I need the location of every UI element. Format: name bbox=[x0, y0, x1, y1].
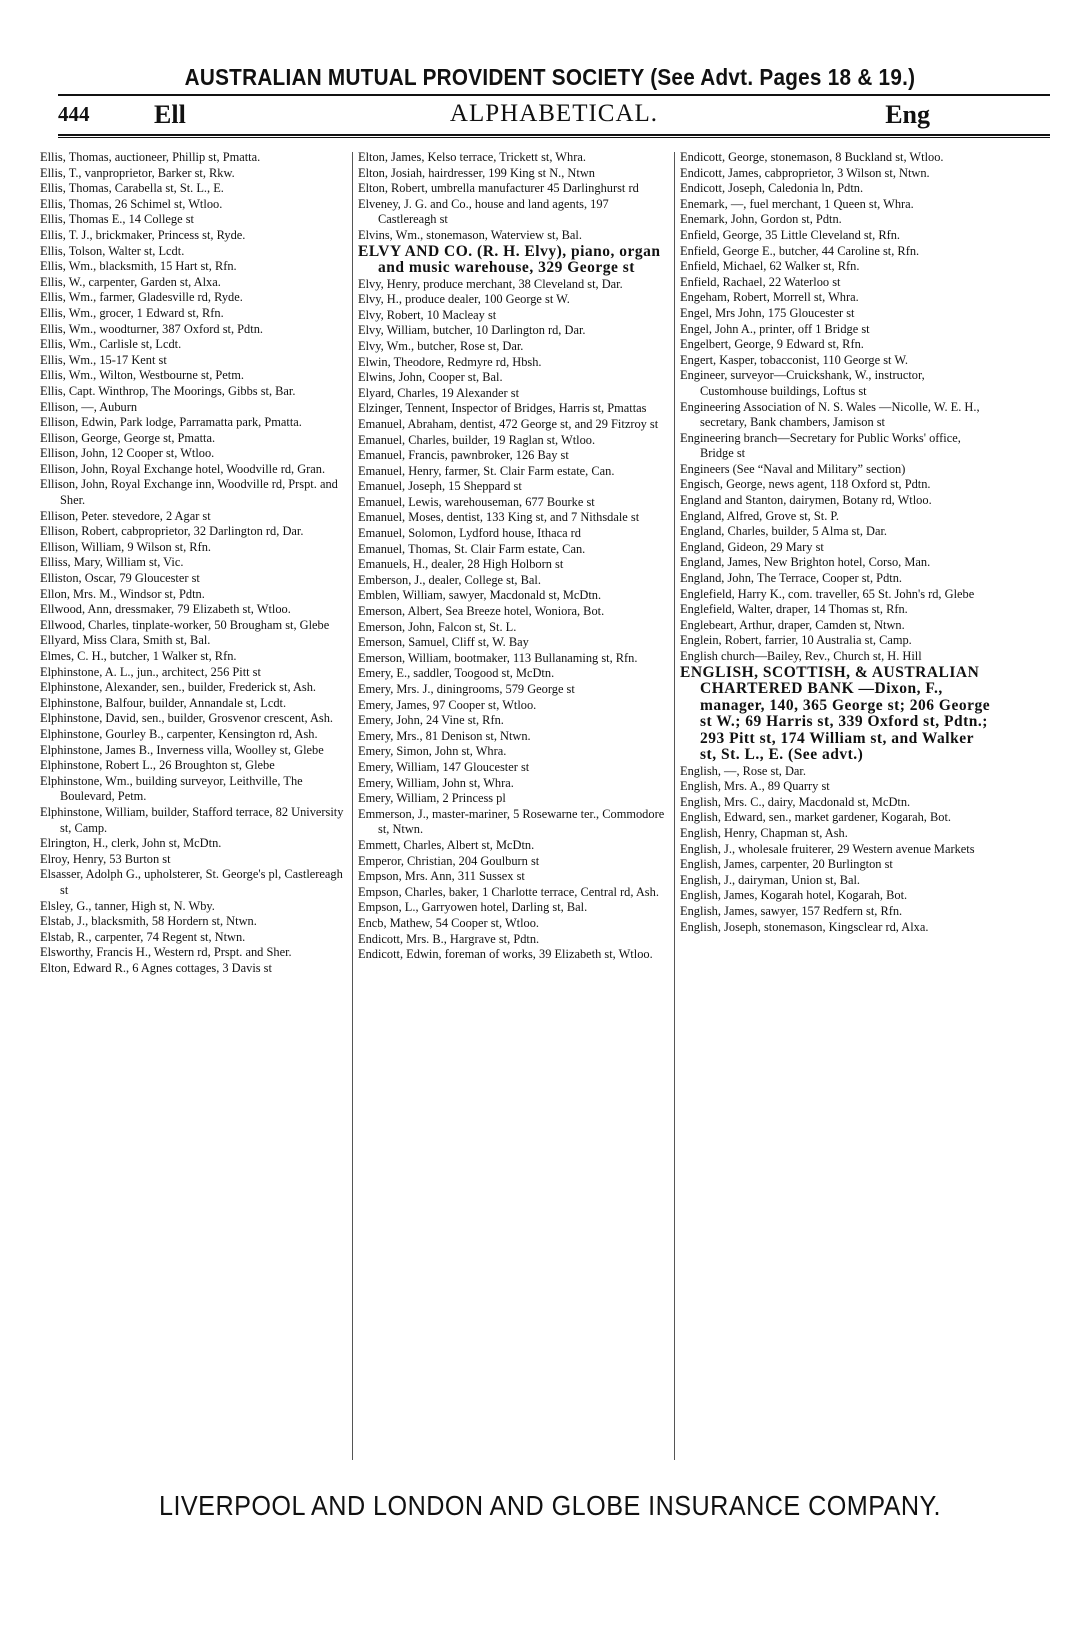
directory-entry: Enfield, Rachael, 22 Waterloo st bbox=[680, 274, 841, 289]
directory-entry: Ellis, Wm., grocer, 1 Edward st, Rfn. bbox=[40, 305, 224, 320]
directory-entry: Emanuel, Charles, builder, 19 Raglan st, Wtloo. bbox=[358, 432, 596, 447]
directory-entry: Elsasser, Adolph G., upholsterer, St. George's pl, Castlereagh st bbox=[40, 867, 343, 897]
directory-entry: England, John, The Terrace, Cooper st, Pdtn. bbox=[680, 571, 903, 586]
directory-entry: Ellis, Thomas, Carabella st, St. L., E. bbox=[40, 181, 224, 196]
directory-entry: Ellon, Mrs. M., Windsor st, Pdtn. bbox=[40, 586, 205, 601]
directory-entry: England, Charles, builder, 5 Alma st, Dar. bbox=[680, 524, 888, 539]
directory-entry: Engert, Kasper, tobacconist, 110 George st W. bbox=[680, 352, 908, 367]
directory-entry: England, James, New Brighton hotel, Corso, Man. bbox=[680, 555, 931, 570]
directory-entry: Emblen, William, sawyer, Macdonald st, McDtn. bbox=[358, 588, 602, 603]
directory-entry: Emery, William, 147 Gloucester st bbox=[358, 759, 530, 774]
directory-entry: Elrington, H., clerk, John st, McDtn. bbox=[40, 836, 222, 851]
directory-entry: Elwins, John, Cooper st, Bal. bbox=[358, 370, 503, 385]
directory-entry: Engineering branch—Secretary for Public Works' office, Bridge st bbox=[680, 430, 961, 461]
directory-entry: Elveney, J. G. and Co., house and land agents, 197 Castlereagh st bbox=[358, 196, 609, 227]
directory-entry: Ellis, T. J., brickmaker, Princess st, Ryde. bbox=[40, 227, 246, 242]
directory-entry: Elvy, Robert, 10 Macleay st bbox=[358, 307, 497, 322]
directory-entry: Emery, Mrs. J., diningrooms, 579 George st bbox=[358, 682, 575, 696]
directory-entry: Ellison, —, Auburn bbox=[40, 399, 138, 414]
directory-entry: Englebeart, Arthur, draper, Camden st, Ntwn. bbox=[680, 617, 905, 632]
directory-entry: Engineers (See “Naval and Military” section) bbox=[680, 461, 906, 476]
directory-entry: Engel, John A., printer, off 1 Bridge st bbox=[680, 321, 870, 336]
directory-entry: Engineer, surveyor—Cruickshank, W., instructor, Customhouse buildings, Loftus st bbox=[680, 368, 925, 398]
directory-entry: Endicott, James, cabproprietor, 3 Wilson st, Ntwn. bbox=[680, 165, 930, 180]
directory-entry: Ellis, W., carpenter, Garden st, Alxa. bbox=[40, 274, 221, 289]
directory-entry: English, Mrs. C., dairy, Macdonald st, McDtn. bbox=[680, 794, 911, 809]
directory-entry: Englein, Robert, farrier, 10 Australia st, Camp. bbox=[680, 633, 912, 648]
directory-entry: Elphinstone, A. L., jun., architect, 256 Pitt st bbox=[40, 664, 261, 679]
column-2 bbox=[358, 150, 670, 963]
directory-entry: Engel, Mrs John, 175 Gloucester st bbox=[680, 305, 855, 320]
directory-entry: Emery, Simon, John st, Whra. bbox=[358, 744, 507, 759]
directory-entry: Ellison, Robert, cabproprietor, 32 Darlington rd, Dar. bbox=[40, 524, 304, 539]
directory-entry: Ellison, Edwin, Park lodge, Parramatta park, Pmatta. bbox=[40, 415, 302, 430]
directory-entry: Emanuel, Solomon, Lydford house, Ithaca rd bbox=[358, 526, 581, 541]
directory-entry: Emerson, William, bootmaker, 113 Bullanaming st, Rfn. bbox=[358, 650, 638, 665]
directory-entry: Enfield, George E., butcher, 44 Caroline st, Rfn. bbox=[680, 243, 920, 258]
directory-entry: Ellison, George, George st, Pmatta. bbox=[40, 430, 216, 445]
directory-entry: Enemark, —, fuel merchant, 1 Queen st, Whra. bbox=[680, 196, 914, 211]
directory-entry: Emanuel, Henry, farmer, St. Clair Farm estate, Can. bbox=[358, 463, 615, 478]
directory-entry: Engelbert, George, 9 Edward st, Rfn. bbox=[680, 337, 864, 352]
directory-entry: Elphinstone, Gourley B., carpenter, Kensington rd, Ash. bbox=[40, 726, 318, 741]
directory-entry: Elstab, R., carpenter, 74 Regent st, Ntwn. bbox=[40, 929, 246, 944]
directory-entry: Elyard, Charles, 19 Alexander st bbox=[358, 385, 520, 400]
directory-entry: Ellis, Wm., Wilton, Westbourne st, Petm. bbox=[40, 368, 244, 383]
directory-entry: Elphinstone, Wm., building surveyor, Leithville, The Boulevard, Petm. bbox=[40, 773, 303, 804]
directory-entry: Emery, E., saddler, Toogood st, McDtn. bbox=[358, 666, 555, 681]
directory-entry: Elphinstone, William, builder, Stafford terrace, 82 University st, Camp. bbox=[40, 804, 344, 835]
directory-entry: Ellyard, Miss Clara, Smith st, Bal. bbox=[40, 633, 211, 648]
bottom-advert: LIVERPOOL AND LONDON AND GLOBE INSURANCE COMPANY. bbox=[159, 1490, 941, 1521]
directory-entry: Emmerson, J., master-mariner, 5 Rosewarne ter., Commodore st, Ntwn. bbox=[358, 806, 665, 837]
directory-entry: Elton, Robert, umbrella manufacturer 45 Darlinghurst rd bbox=[358, 181, 639, 196]
directory-entry: English, Joseph, stonemason, Kingsclear rd, Alxa. bbox=[680, 919, 929, 934]
range-from: Ell bbox=[154, 100, 186, 129]
directory-entry: Elphinstone, Alexander, sen., builder, Frederick st, Ash. bbox=[40, 680, 317, 695]
directory-entry: Elton, Edward R., 6 Agnes cottages, 3 Davis st bbox=[40, 960, 272, 975]
directory-entry: England and Stanton, dairymen, Botany rd, Wtloo. bbox=[680, 493, 932, 508]
directory-entry: Emanuel, Francis, pawnbroker, 126 Bay st bbox=[358, 448, 569, 463]
directory-entry: Elvy, H., produce dealer, 100 George st W. bbox=[358, 292, 570, 307]
directory-entry: Emerson, John, Falcon st, St. L. bbox=[358, 619, 517, 634]
directory-entry: Engineering Association of N. S. Wales —Nicolle, W. E. H., secretary, Bank chambers, Jamison st bbox=[680, 399, 980, 430]
directory-entry: ELVY AND CO. (R. H. Elvy), piano, organ and music warehouse, 329 George st bbox=[358, 242, 661, 277]
directory-entry: Engeham, Robert, Morrell st, Whra. bbox=[680, 290, 859, 305]
directory-entry: Emanuel, Joseph, 15 Sheppard st bbox=[358, 479, 522, 494]
directory-entry: Ellison, John, Royal Exchange hotel, Woodville rd, Gran. bbox=[40, 461, 326, 476]
directory-entry: English, J., wholesale fruiterer, 29 Western avenue Markets bbox=[680, 841, 975, 856]
directory-entry: Elvy, William, butcher, 10 Darlington rd, Dar. bbox=[358, 323, 586, 338]
directory-entry: Emanuels, H., dealer, 28 High Holborn st bbox=[358, 557, 564, 572]
directory-entry: Enemark, John, Gordon st, Pdtn. bbox=[680, 212, 842, 227]
directory-entry: English, James, carpenter, 20 Burlington st bbox=[680, 857, 893, 872]
directory-entry: Empson, Charles, baker, 1 Charlotte terrace, Central rd, Ash. bbox=[358, 884, 659, 899]
directory-entry: Elwin, Theodore, Redmyre rd, Hbsh. bbox=[358, 354, 542, 369]
top-rule bbox=[58, 94, 1050, 96]
column-divider-1 bbox=[352, 152, 353, 1460]
directory-entry: Endicott, George, stonemason, 8 Buckland st, Wtloo. bbox=[680, 150, 944, 164]
directory-entry: English, —, Rose st, Dar. bbox=[680, 763, 806, 778]
directory-entry: Elvins, Wm., stonemason, Waterview st, Bal. bbox=[358, 227, 582, 242]
directory-entry: Emanuel, Lewis, warehouseman, 677 Bourke st bbox=[358, 494, 595, 509]
directory-entry: Ellis, Thomas E., 14 College st bbox=[40, 212, 194, 227]
directory-entry: Elsley, G., tanner, High st, N. Wby. bbox=[40, 898, 215, 913]
directory-entry: Elphinstone, James B., Inverness villa, Woolley st, Glebe bbox=[40, 742, 324, 757]
directory-entry: Emery, William, 2 Princess pl bbox=[358, 791, 506, 806]
directory-entry: Enfield, George, 35 Little Cleveland st, Rfn. bbox=[680, 227, 901, 242]
directory-entry: Emery, William, John st, Whra. bbox=[358, 775, 514, 790]
directory-entry: Ellis, Wm., farmer, Gladesville rd, Ryde. bbox=[40, 290, 243, 305]
directory-entry: Ellwood, Ann, dressmaker, 79 Elizabeth st, Wtloo. bbox=[40, 602, 291, 617]
directory-entry: Elzinger, Tennent, Inspector of Bridges, Harris st, Pmattas bbox=[358, 401, 647, 416]
directory-entry: Elliss, Mary, William st, Vic. bbox=[40, 555, 184, 570]
directory-entry: England, Alfred, Grove st, St. P. bbox=[680, 508, 840, 523]
directory-entry: Ellis, Wm., blacksmith, 15 Hart st, Rfn. bbox=[40, 259, 237, 274]
range-to: Eng bbox=[885, 100, 930, 129]
directory-entry: Elstab, J., blacksmith, 58 Hordern st, Ntwn. bbox=[40, 914, 257, 929]
directory-entry: Ellis, T., vanproprietor, Barker st, Rkw. bbox=[40, 165, 235, 180]
directory-entry: Elvy, Henry, produce merchant, 38 Cleveland st, Dar. bbox=[358, 276, 623, 291]
page-title: ALPHABETICAL. bbox=[449, 100, 659, 127]
directory-entry: English, Mrs. A., 89 Quarry st bbox=[680, 779, 830, 794]
directory-entry: Encb, Mathew, 54 Cooper st, Wtloo. bbox=[358, 915, 540, 930]
directory-entry: Emerson, Samuel, Cliff st, W. Bay bbox=[358, 635, 529, 650]
directory-entry: ENGLISH, SCOTTISH, & AUSTRALIAN CHARTERED BANK —Dixon, F., manager, 140, 365 George st; 206 George st W.; 69 Harris st, 339 Oxford st, Pdtn.; 293 Pitt st, 174 William st, and Walker st, St. L., E. (See advt.) bbox=[680, 663, 991, 764]
directory-entry: English, J., dairyman, Union st, Bal. bbox=[680, 872, 860, 887]
page-header bbox=[58, 98, 1050, 132]
directory-entry: English, Edward, sen., market gardener, Kogarah, Bot. bbox=[680, 810, 951, 825]
header-rule-thin bbox=[58, 137, 1050, 138]
directory-entry: Emery, Mrs., 81 Denison st, Ntwn. bbox=[358, 728, 531, 743]
directory-entry: Emerson, Albert, Sea Breeze hotel, Woniora, Bot. bbox=[358, 604, 605, 619]
directory-entry: Empson, L., Garryowen hotel, Darling st, Bal. bbox=[358, 900, 588, 915]
directory-entry: Elroy, Henry, 53 Burton st bbox=[40, 851, 171, 866]
column-divider-2 bbox=[674, 152, 675, 1460]
directory-entry: Ellis, Tolson, Walter st, Lcdt. bbox=[40, 243, 185, 258]
directory-entry: Elmes, C. H., butcher, 1 Walker st, Rfn. bbox=[40, 649, 237, 663]
directory-entry: Empson, Mrs. Ann, 311 Sussex st bbox=[358, 869, 525, 884]
directory-entry: Emperor, Christian, 204 Goulburn st bbox=[358, 853, 540, 868]
directory-entry: Engisch, George, news agent, 118 Oxford st, Pdtn. bbox=[680, 477, 931, 492]
directory-entry: Endicott, Mrs. B., Hargrave st, Pdtn. bbox=[358, 931, 540, 946]
directory-entry: Emery, James, 97 Cooper st, Wtloo. bbox=[358, 697, 537, 712]
column-3 bbox=[680, 150, 992, 935]
directory-entry: English, James, Kogarah hotel, Kogarah, Bot. bbox=[680, 888, 908, 903]
directory-entry: Elphinstone, Robert L., 26 Broughton st, Glebe bbox=[40, 758, 275, 773]
directory-entry: Ellwood, Charles, tinplate-worker, 50 Brougham st, Glebe bbox=[40, 617, 330, 632]
directory-entry: Elphinstone, David, sen., builder, Grosvenor crescent, Ash. bbox=[40, 711, 334, 726]
directory-entry: Ellison, William, 9 Wilson st, Rfn. bbox=[40, 539, 211, 554]
directory-entry: England, Gideon, 29 Mary st bbox=[680, 539, 824, 554]
page-number: 444 bbox=[58, 102, 90, 126]
directory-entry: English, James, sawyer, 157 Redfern st, Rfn. bbox=[680, 903, 903, 918]
directory-entry: Emanuel, Moses, dentist, 133 King st, and 7 Nithsdale st bbox=[358, 510, 640, 525]
directory-entry: Ellis, Capt. Winthrop, The Moorings, Gibbs st, Bar. bbox=[40, 383, 296, 398]
directory-entry: Emery, John, 24 Vine st, Rfn. bbox=[358, 713, 504, 728]
directory-entry: Ellison, Peter. stevedore, 2 Agar st bbox=[40, 508, 211, 523]
directory-entry: English, Henry, Chapman st, Ash. bbox=[680, 825, 848, 840]
directory-entry: Elsworthy, Francis H., Western rd, Prspt. and Sher. bbox=[40, 945, 292, 960]
directory-entry: English church—Bailey, Rev., Church st, H. Hill bbox=[680, 649, 922, 663]
header-rule bbox=[58, 134, 1050, 136]
directory-entry: Englefield, Harry K., com. traveller, 65 St. John's rd, Glebe bbox=[680, 586, 975, 601]
directory-entry: Emanuel, Thomas, St. Clair Farm estate, Can. bbox=[358, 541, 586, 556]
directory-entry: Elvy, Wm., butcher, Rose st, Dar. bbox=[358, 338, 524, 353]
directory-entry: Elton, Josiah, hairdresser, 199 King st N., Ntwn bbox=[358, 165, 595, 180]
directory-entry: Elton, James, Kelso terrace, Trickett st, Whra. bbox=[358, 150, 586, 164]
directory-entry: Elliston, Oscar, 79 Gloucester st bbox=[40, 571, 200, 586]
directory-entry: Enfield, Michael, 62 Walker st, Rfn. bbox=[680, 259, 860, 274]
directory-entry: Ellis, Thomas, auctioneer, Phillip st, Pmatta. bbox=[40, 150, 261, 164]
directory-entry: Ellis, Thomas, 26 Schimel st, Wtloo. bbox=[40, 196, 223, 211]
directory-entry: Ellis, Wm., Carlisle st, Lcdt. bbox=[40, 337, 182, 352]
directory-entry: Emmett, Charles, Albert st, McDtn. bbox=[358, 837, 535, 852]
directory-entry: Elphinstone, Balfour, builder, Annandale st, Lcdt. bbox=[40, 695, 287, 710]
directory-entry: Ellis, Wm., woodturner, 387 Oxford st, Pdtn. bbox=[40, 321, 263, 336]
directory-entry: Endicott, Edwin, foreman of works, 39 Elizabeth st, Wtloo. bbox=[358, 947, 653, 962]
directory-entry: Ellison, John, 12 Cooper st, Wtloo. bbox=[40, 446, 215, 461]
directory-entry: Endicott, Joseph, Caledonia ln, Pdtn. bbox=[680, 181, 864, 196]
directory-entry: Ellison, John, Royal Exchange inn, Woodville rd, Prspt. and Sher. bbox=[40, 477, 338, 508]
directory-entry: Englefield, Walter, draper, 14 Thomas st, Rfn. bbox=[680, 602, 908, 617]
directory-entry: Emberson, J., dealer, College st, Bal. bbox=[358, 572, 541, 587]
column-1 bbox=[40, 150, 348, 976]
directory-entry: Ellis, Wm., 15-17 Kent st bbox=[40, 352, 167, 367]
directory-entry: Emanuel, Abraham, dentist, 472 George st, and 29 Fitzroy st bbox=[358, 416, 659, 431]
top-advert: AUSTRALIAN MUTUAL PROVIDENT SOCIETY (See Advt. Pages 18 & 19.) bbox=[184, 64, 916, 90]
